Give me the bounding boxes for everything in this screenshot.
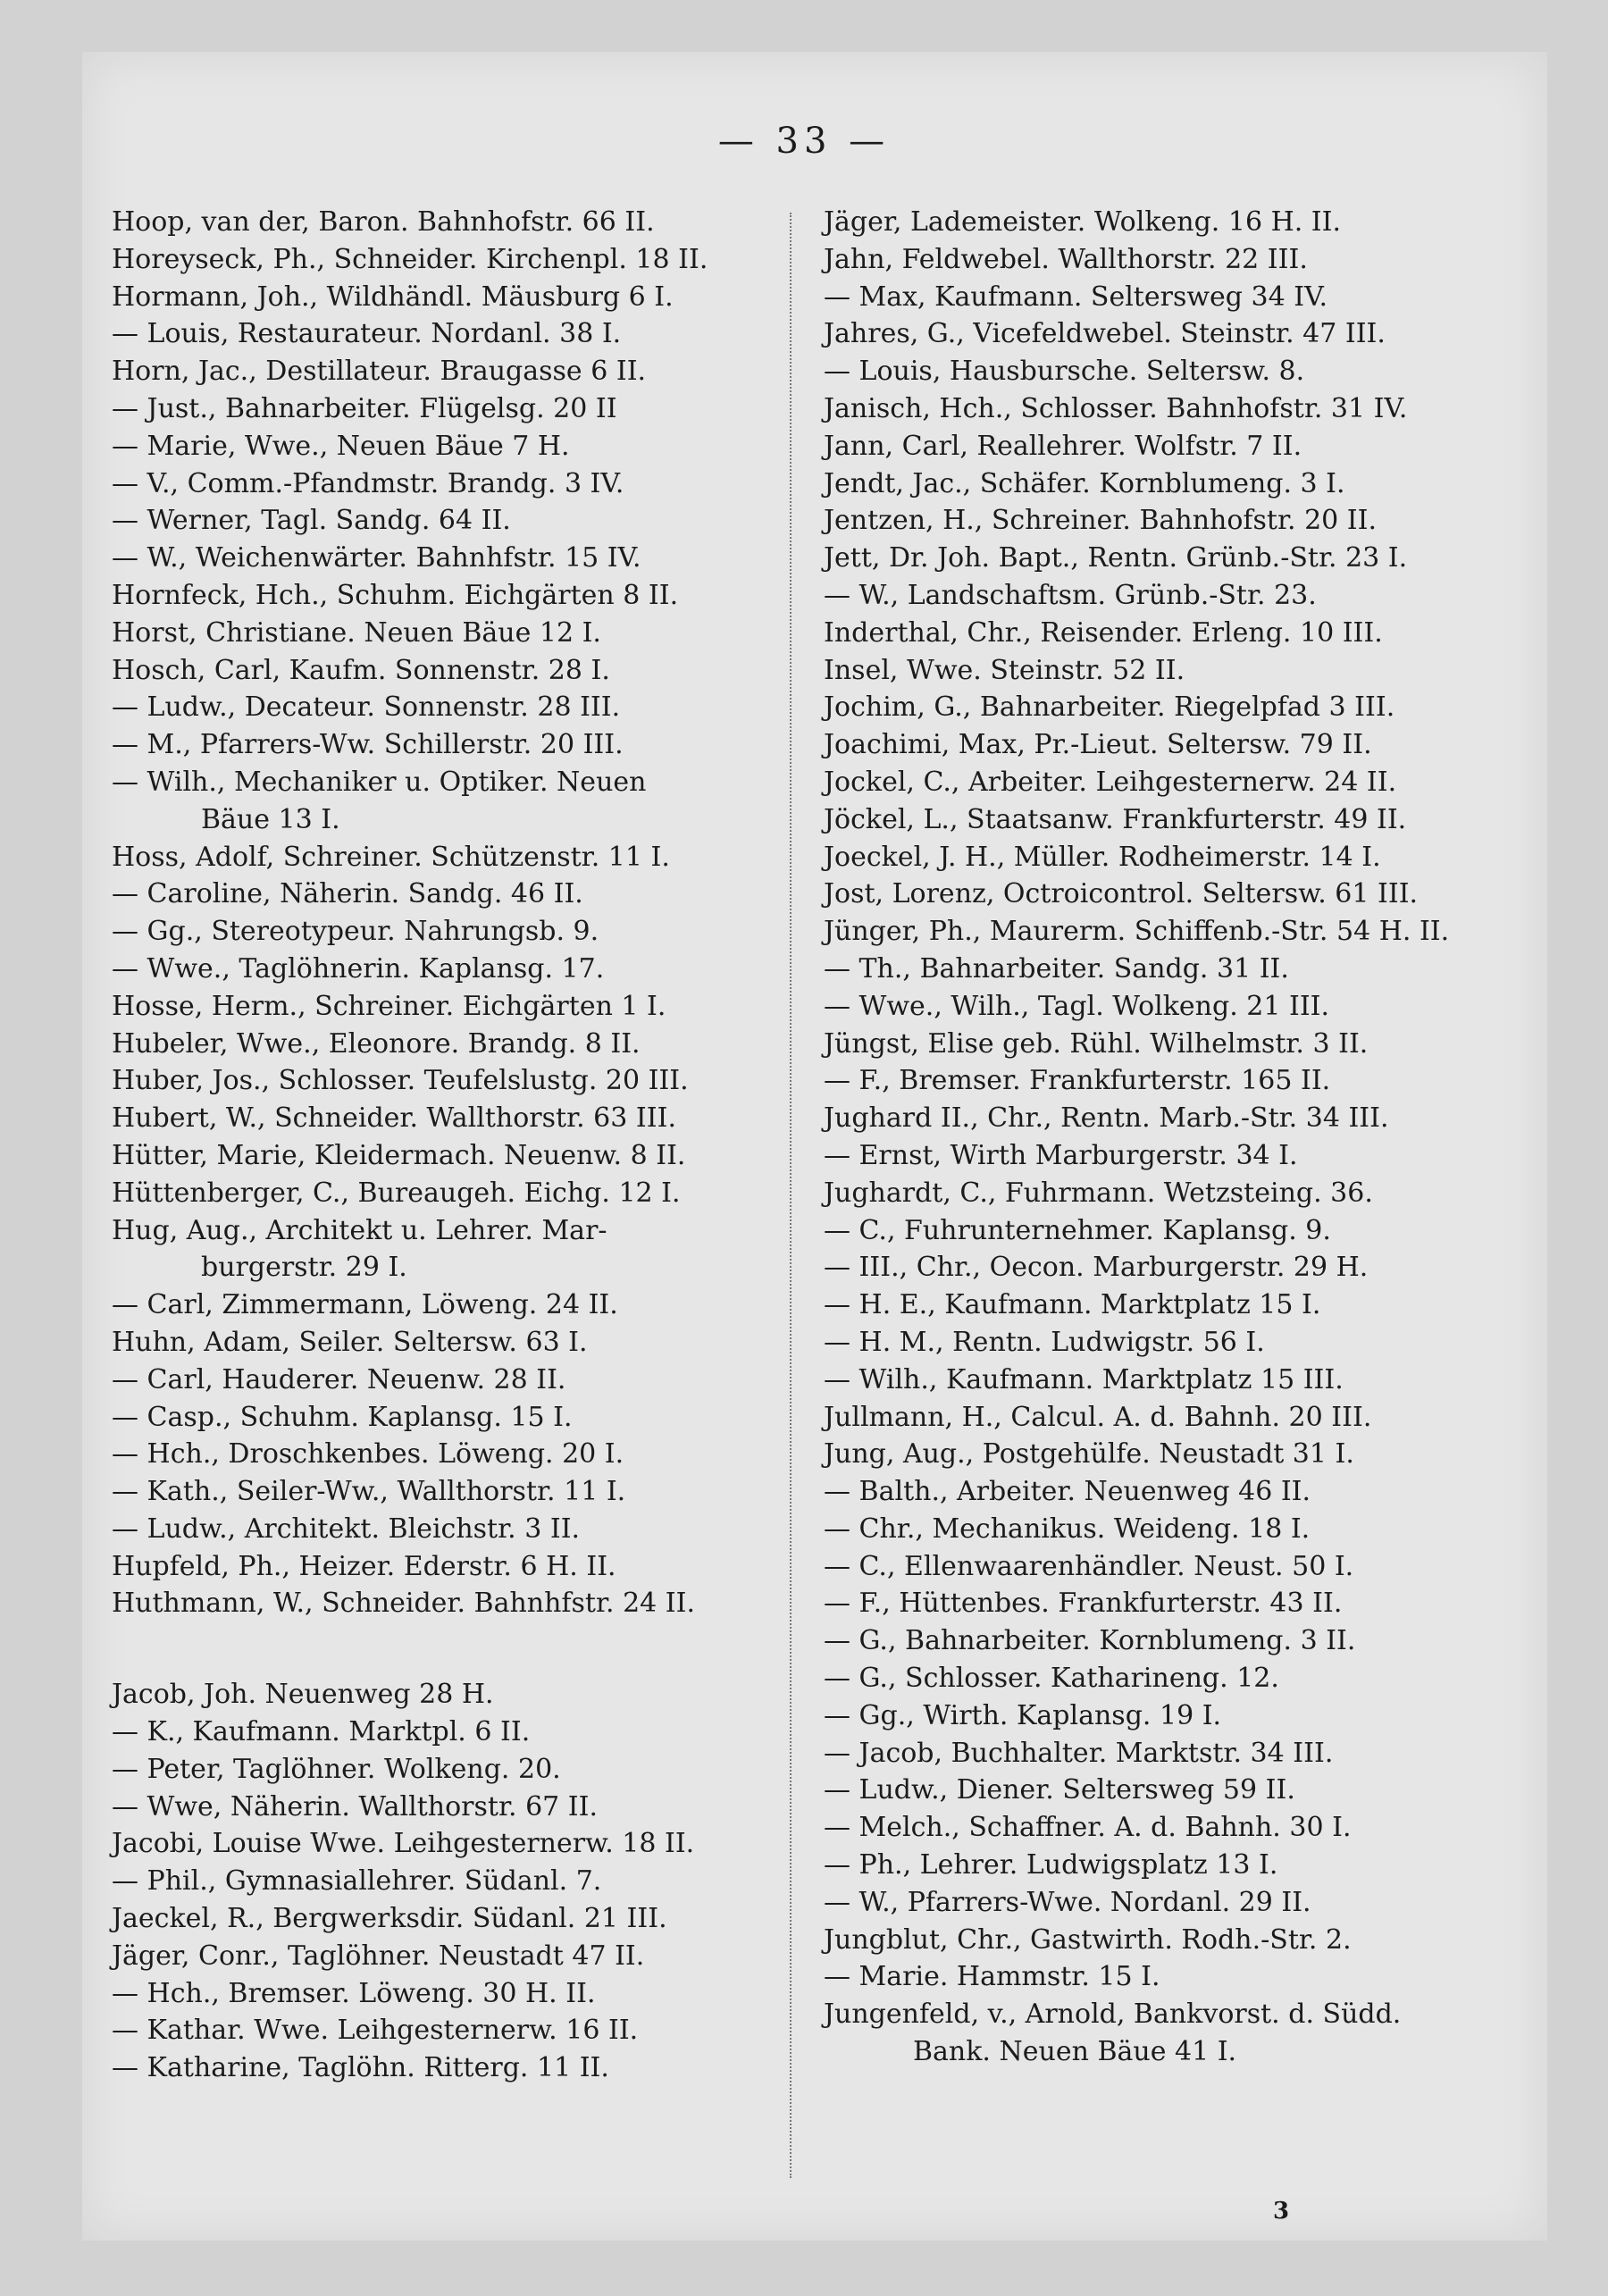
- directory-entry: — Balth., Arbeiter. Neuenweg 46 II.: [824, 1476, 1311, 1508]
- directory-entry: Jungenfeld, v., Arnold, Bankvorst. d. Südd.: [824, 1999, 1402, 2031]
- directory-entry: — Wwe., Taglöhnerin. Kaplansg. 17.: [112, 952, 605, 985]
- page-number: — 33 —: [717, 121, 891, 162]
- directory-entry: — H. E., Kaufmann. Marktplatz 15 I.: [824, 1289, 1321, 1321]
- directory-entry: Jung, Aug., Postgehülfe. Neustadt 31 I.: [824, 1438, 1354, 1471]
- directory-entry: Hupfeld, Ph., Heizer. Ederstr. 6 H. II.: [112, 1550, 616, 1582]
- directory-entry: Hoss, Adolf, Schreiner. Schützenstr. 11 I.: [112, 841, 670, 873]
- directory-entry: Huhn, Adam, Seiler. Seltersw. 63 I.: [112, 1326, 588, 1358]
- directory-entry: — Carl, Hauderer. Neuenw. 28 II.: [112, 1363, 566, 1395]
- directory-entry: — Hch., Droschkenbes. Löweng. 20 I.: [112, 1438, 624, 1471]
- directory-entry: Hosse, Herm., Schreiner. Eichgärten 1 I.: [112, 990, 666, 1022]
- column-divider: [790, 213, 792, 2178]
- directory-entry: — Casp., Schuhm. Kaplansg. 15 I.: [112, 1401, 573, 1433]
- directory-entry: Jaeckel, R., Bergwerksdir. Südanl. 21 III.: [112, 1903, 667, 1935]
- directory-entry: — Wilh., Mechaniker u. Optiker. Neuen: [112, 766, 647, 798]
- directory-entry: Jungblut, Chr., Gastwirth. Rodh.-Str. 2.: [824, 1923, 1352, 1956]
- directory-entry: — Katharine, Taglöhn. Ritterg. 11 II.: [112, 2052, 609, 2084]
- left-column: [112, 204, 800, 2087]
- directory-entry: Bäue 13 I.: [201, 803, 340, 835]
- directory-entry: Jahres, G., Vicefeldwebel. Steinstr. 47 III.: [824, 318, 1386, 350]
- directory-entry: — Wwe, Näherin. Wallthorstr. 67 II.: [112, 1790, 599, 1823]
- directory-entry: — K., Kaufmann. Marktpl. 6 II.: [112, 1716, 531, 1748]
- directory-entry: Jughard II., Chr., Rentn. Marb.-Str. 34 III.: [824, 1102, 1389, 1135]
- directory-entry: — Ludw., Diener. Seltersweg 59 II.: [824, 1774, 1295, 1806]
- directory-entry: Horst, Christiane. Neuen Bäue 12 I.: [112, 616, 601, 649]
- directory-entry: — C., Fuhrunternehmer. Kaplansg. 9.: [824, 1214, 1331, 1246]
- directory-entry: Jüngst, Elise geb. Rühl. Wilhelmstr. 3 II.: [824, 1027, 1369, 1060]
- directory-entry: Horn, Jac., Destillateur. Braugasse 6 II.: [112, 356, 647, 388]
- signature-mark: 3: [1273, 2198, 1290, 2225]
- directory-entry: Huber, Jos., Schlosser. Teufelslustg. 20 III.: [112, 1065, 689, 1097]
- directory-entry: — G., Bahnarbeiter. Kornblumeng. 3 II.: [824, 1625, 1356, 1657]
- directory-entry: — Ernst, Wirth Marburgerstr. 34 I.: [824, 1139, 1298, 1171]
- directory-entry: Jochim, G., Bahnarbeiter. Riegelpfad 3 III.: [824, 691, 1395, 724]
- directory-entry: — Werner, Tagl. Sandg. 64 II.: [112, 505, 511, 537]
- directory-entry: — W., Pfarrers-Wwe. Nordanl. 29 II.: [824, 1886, 1311, 1918]
- directory-entry: Joachimi, Max, Pr.-Lieut. Seltersw. 79 II.: [824, 729, 1372, 761]
- directory-entry: — Marie, Wwe., Neuen Bäue 7 H.: [112, 430, 570, 462]
- directory-entry: Jöckel, L., Staatsanw. Frankfurterstr. 49 II.: [824, 803, 1407, 835]
- directory-entry: — C., Ellenwaarenhändler. Neust. 50 I.: [824, 1550, 1354, 1582]
- directory-entry: Hornfeck, Hch., Schuhm. Eichgärten 8 II.: [112, 579, 679, 611]
- directory-entry: Jughardt, C., Fuhrmann. Wetzsteing. 36.: [824, 1177, 1373, 1209]
- directory-entry: — W., Landschaftsm. Grünb.-Str. 23.: [824, 579, 1317, 611]
- directory-entry: — Hch., Bremser. Löweng. 30 H. II.: [112, 1977, 596, 2009]
- directory-entry: — Gg., Wirth. Kaplansg. 19 I.: [824, 1699, 1222, 1731]
- directory-entry: — Just., Bahnarbeiter. Flügelsg. 20 II: [112, 392, 617, 424]
- directory-entry: — M., Pfarrers-Ww. Schillerstr. 20 III.: [112, 729, 624, 761]
- directory-entry: Jäger, Lademeister. Wolkeng. 16 H. II.: [824, 206, 1342, 238]
- directory-entry: Insel, Wwe. Steinstr. 52 II.: [824, 654, 1185, 686]
- directory-entry: — V., Comm.-Pfandmstr. Brandg. 3 IV.: [112, 467, 624, 499]
- directory-entry: — G., Schlosser. Katharineng. 12.: [824, 1663, 1279, 1695]
- directory-entry: — III., Chr., Oecon. Marburgerstr. 29 H.: [824, 1252, 1369, 1284]
- directory-entry: — Ludw., Architekt. Bleichstr. 3 II.: [112, 1513, 581, 1545]
- directory-entry: — Gg., Stereotypeur. Nahrungsb. 9.: [112, 916, 599, 948]
- directory-entry: — H. M., Rentn. Ludwigstr. 56 I.: [824, 1326, 1265, 1358]
- directory-entry: — W., Weichenwärter. Bahnhfstr. 15 IV.: [112, 542, 641, 574]
- directory-entry: Hubeler, Wwe., Eleonore. Brandg. 8 II.: [112, 1027, 641, 1060]
- directory-entry: — Marie. Hammstr. 15 I.: [824, 1961, 1160, 1993]
- directory-entry: Jendt, Jac., Schäfer. Kornblumeng. 3 I.: [824, 467, 1345, 499]
- directory-entry: — Th., Bahnarbeiter. Sandg. 31 II.: [824, 952, 1289, 985]
- directory-entry: Hug, Aug., Architekt u. Lehrer. Mar-: [112, 1214, 607, 1246]
- directory-entry: Janisch, Hch., Schlosser. Bahnhofstr. 31 IV.: [824, 392, 1408, 424]
- directory-entry: — Wilh., Kaufmann. Marktplatz 15 III.: [824, 1363, 1344, 1395]
- directory-entry: Inderthal, Chr., Reisender. Erleng. 10 III.: [824, 616, 1383, 649]
- directory-entry: Jockel, C., Arbeiter. Leihgesternerw. 24 II.: [824, 766, 1397, 798]
- directory-entry: — F., Hüttenbes. Frankfurterstr. 43 II.: [824, 1588, 1343, 1620]
- directory-entry: Horeyseck, Ph., Schneider. Kirchenpl. 18 II.: [112, 243, 708, 275]
- directory-entry: — Louis, Restaurateur. Nordanl. 38 I.: [112, 318, 622, 350]
- directory-entry: — Carl, Zimmermann, Löweng. 24 II.: [112, 1289, 618, 1321]
- directory-entry: — Louis, Hausbursche. Seltersw. 8.: [824, 356, 1305, 388]
- directory-entry: Jünger, Ph., Maurerm. Schiffenb.-Str. 54 H. II.: [824, 916, 1450, 948]
- directory-entry: Jentzen, H., Schreiner. Bahnhofstr. 20 II.: [824, 505, 1378, 537]
- directory-entry: Hoop, van der, Baron. Bahnhofstr. 66 II.: [112, 206, 655, 238]
- directory-entry: burgerstr. 29 I.: [201, 1252, 407, 1284]
- directory-entry: Hubert, W., Schneider. Wallthorstr. 63 III.: [112, 1102, 676, 1135]
- directory-entry: — Ph., Lehrer. Ludwigsplatz 13 I.: [824, 1849, 1278, 1881]
- directory-entry: Hütter, Marie, Kleidermach. Neuenw. 8 II.: [112, 1139, 686, 1171]
- directory-entry: Jahn, Feldwebel. Wallthorstr. 22 III.: [824, 243, 1308, 275]
- directory-entry: Hormann, Joh., Wildhändl. Mäusburg 6 I.: [112, 281, 674, 313]
- directory-entry: — F., Bremser. Frankfurterstr. 165 II.: [824, 1065, 1331, 1097]
- directory-entry: — Wwe., Wilh., Tagl. Wolkeng. 21 III.: [824, 990, 1330, 1022]
- directory-entry: — Jacob, Buchhalter. Marktstr. 34 III.: [824, 1737, 1334, 1769]
- directory-entry: — Kathar. Wwe. Leihgesternerw. 16 II.: [112, 2015, 639, 2047]
- directory-entry: Jacob, Joh. Neuenweg 28 H.: [112, 1679, 494, 1711]
- directory-entry: — Caroline, Näherin. Sandg. 46 II.: [112, 878, 583, 910]
- directory-entry: Hüttenberger, C., Bureaugeh. Eichg. 12 I.: [112, 1177, 681, 1209]
- directory-entry: Jacobi, Louise Wwe. Leihgesternerw. 18 II.: [112, 1828, 695, 1860]
- directory-entry: — Kath., Seiler-Ww., Wallthorstr. 11 I.: [112, 1476, 626, 1508]
- directory-entry: Jett, Dr. Joh. Bapt., Rentn. Grünb.-Str. 23 I.: [824, 542, 1408, 574]
- directory-entry: — Peter, Taglöhner. Wolkeng. 20.: [112, 1753, 561, 1785]
- directory-entry: Jullmann, H., Calcul. A. d. Bahnh. 20 III.: [824, 1401, 1372, 1433]
- directory-entry: Jann, Carl, Reallehrer. Wolfstr. 7 II.: [824, 430, 1302, 462]
- directory-entry: Bank. Neuen Bäue 41 I.: [913, 2036, 1237, 2068]
- directory-entry: Jäger, Conr., Taglöhner. Neustadt 47 II.: [112, 1940, 645, 1972]
- directory-entry: — Melch., Schaffner. A. d. Bahnh. 30 I.: [824, 1812, 1352, 1844]
- directory-entry: Jost, Lorenz, Octroicontrol. Seltersw. 61 III.: [824, 878, 1419, 910]
- right-column: [824, 204, 1512, 2071]
- directory-entry: — Phil., Gymnasiallehrer. Südanl. 7.: [112, 1865, 602, 1898]
- directory-entry: Hosch, Carl, Kaufm. Sonnenstr. 28 I.: [112, 654, 610, 686]
- directory-entry: — Max, Kaufmann. Seltersweg 34 IV.: [824, 281, 1328, 313]
- directory-entry: Joeckel, J. H., Müller. Rodheimerstr. 14 I.: [824, 841, 1381, 873]
- directory-entry: — Ludw., Decateur. Sonnenstr. 28 III.: [112, 691, 621, 724]
- directory-entry: — Chr., Mechanikus. Weideng. 18 I.: [824, 1513, 1311, 1545]
- directory-entry: Huthmann, W., Schneider. Bahnhfstr. 24 II.: [112, 1588, 696, 1620]
